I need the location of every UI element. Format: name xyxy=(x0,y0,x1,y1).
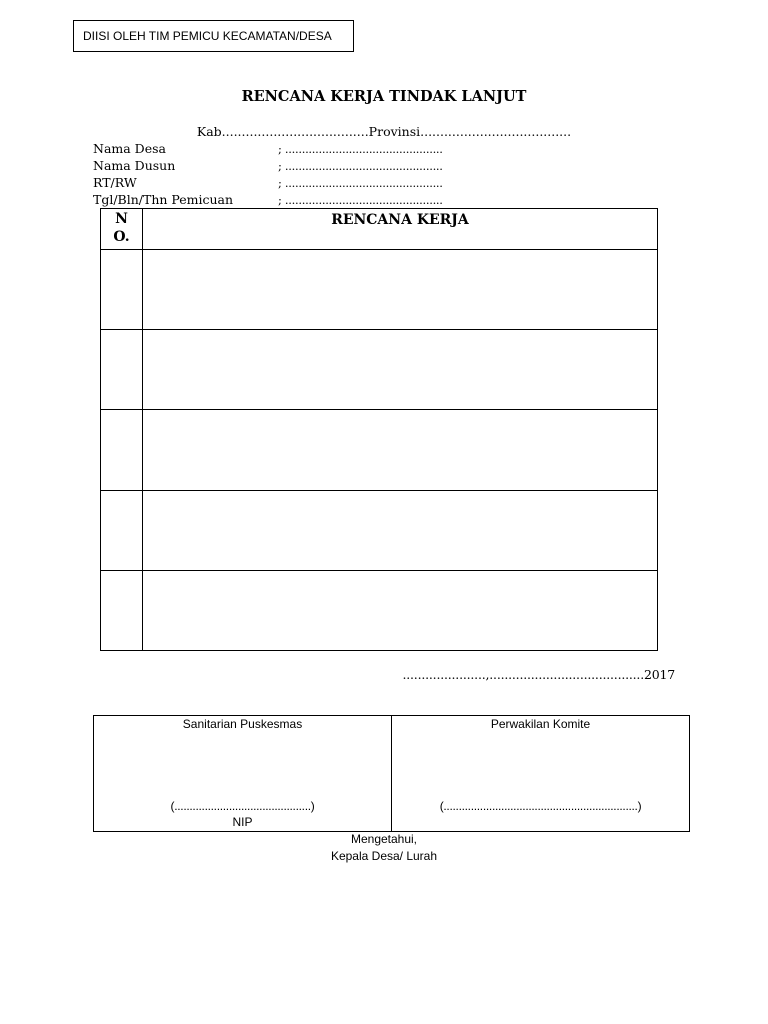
signature-table xyxy=(93,715,690,832)
table-row xyxy=(101,570,658,650)
header-box-text: DIISI OLEH TIM PEMICU KECAMATAN/DESA xyxy=(83,29,332,43)
table-cell-plan[interactable] xyxy=(143,250,658,330)
work-plan-table xyxy=(100,208,658,651)
signature-nip-label: NIP xyxy=(232,815,253,829)
table-row xyxy=(101,410,658,490)
field-value-tgl-pemicuan: ; ............................................... xyxy=(278,193,443,207)
header-box xyxy=(73,20,354,52)
table-cell-plan[interactable] xyxy=(143,570,658,650)
field-value-nama-desa: ; ............................................... xyxy=(278,142,443,156)
column-header-no-text: NO. xyxy=(113,211,130,245)
table-cell-no[interactable] xyxy=(101,490,143,570)
signature-title-komite: Perwakilan Komite xyxy=(490,717,591,731)
acknowledge-title: Kepala Desa/ Lurah xyxy=(330,849,438,863)
signature-title-sanitarian: Sanitarian Puskesmas xyxy=(182,717,303,731)
page-title: RENCANA KERJA TINDAK LANJUT xyxy=(241,88,527,105)
acknowledge-label: Mengetahui, xyxy=(350,832,418,846)
table-row xyxy=(101,330,658,410)
date-line: ......................,.........................................2017 xyxy=(402,667,675,682)
table-cell-plan[interactable] xyxy=(143,490,658,570)
signature-cell-komite xyxy=(392,716,690,832)
table-cell-plan[interactable] xyxy=(143,410,658,490)
table-cell-no[interactable] xyxy=(101,330,143,410)
table-row xyxy=(101,490,658,570)
table-cell-no[interactable] xyxy=(101,250,143,330)
table-cell-no[interactable] xyxy=(101,410,143,490)
signature-line-komite: (................................................................) xyxy=(439,799,642,813)
table-header-row xyxy=(101,209,658,250)
field-label-rt-rw: RT/RW xyxy=(93,175,137,190)
table-cell-plan[interactable] xyxy=(143,330,658,410)
kab-provinsi-line: Kab.....................................Provinsi...................................... xyxy=(196,124,572,139)
field-value-rt-rw: ; ............................................... xyxy=(278,176,443,190)
column-header-rencana-kerja: RENCANA KERJA xyxy=(143,209,658,250)
column-header-no xyxy=(101,209,143,250)
signature-cell-sanitarian xyxy=(94,716,392,832)
field-label-nama-dusun: Nama Dusun xyxy=(93,158,176,173)
field-label-tgl-pemicuan: Tgl/Bln/Thn Pemicuan xyxy=(93,192,234,207)
field-value-nama-dusun: ; ............................................... xyxy=(278,159,443,173)
table-row xyxy=(101,250,658,330)
field-label-nama-desa: Nama Desa xyxy=(93,141,166,156)
table-cell-no[interactable] xyxy=(101,570,143,650)
signature-line-sanitarian: (.............................................) xyxy=(170,799,315,813)
